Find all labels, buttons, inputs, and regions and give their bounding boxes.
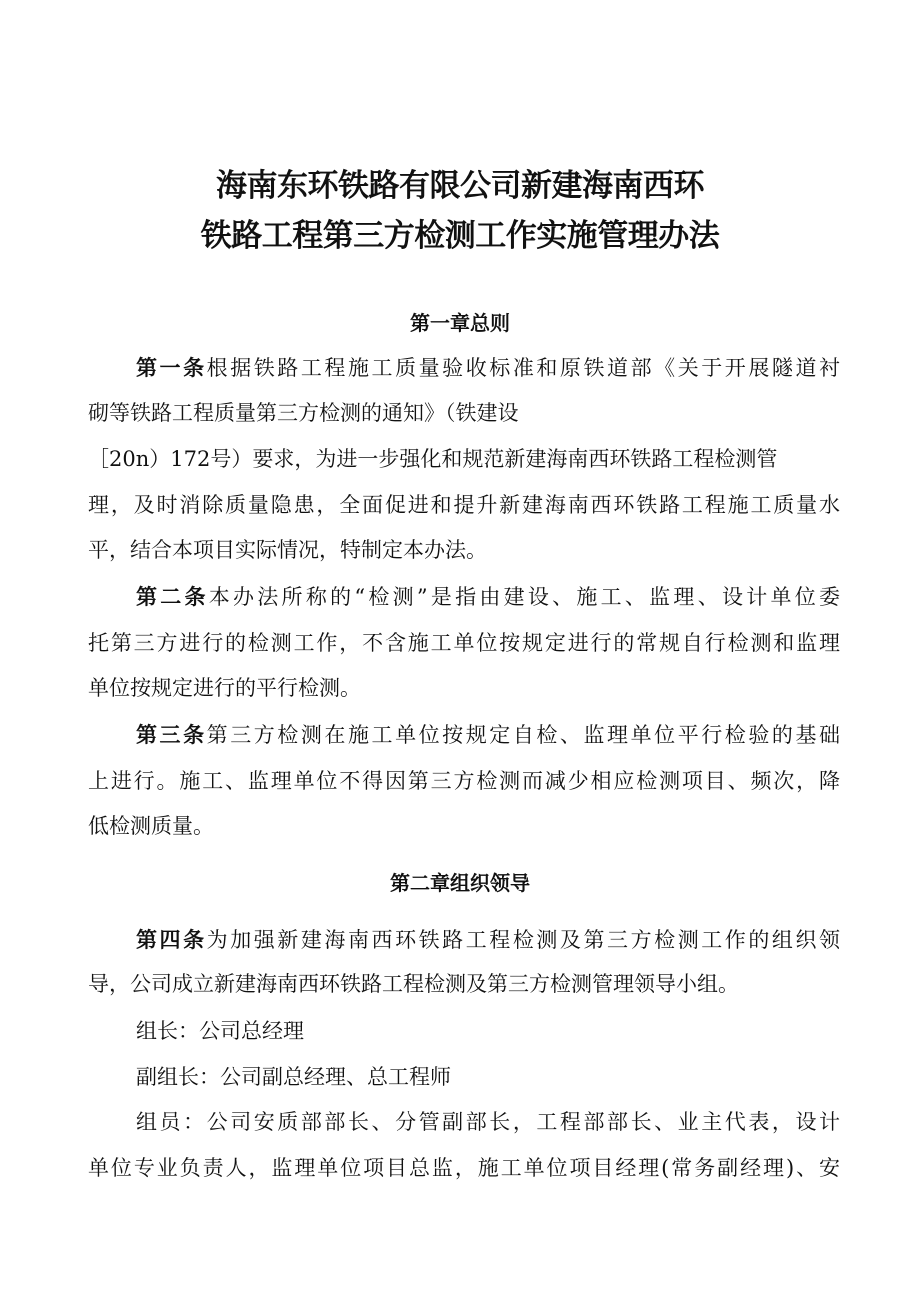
article-3-label: 第三条	[136, 722, 207, 747]
article-2-line-3: 单位按规定进行的平行检测。	[88, 676, 361, 700]
group-deputy-line: 副组长：公司副总经理、总工程师	[136, 1065, 451, 1089]
group-members-line-1: 组员：公司安质部部长、分管副部长，工程部部长、业主代表，设计	[136, 1110, 840, 1134]
article-3-line-1	[136, 720, 840, 750]
article-4-line-2: 导，公司成立新建海南西环铁路工程检测及第三方检测管理领导小组。	[88, 972, 739, 996]
article-1-line-4: 理，及时消除质量隐患，全面促进和提升新建海南西环铁路工程施工质量水	[88, 493, 840, 517]
article-4-label: 第四条	[136, 927, 207, 952]
document-title-line-1: 海南东环铁路有限公司新建海南西环	[216, 168, 704, 204]
article-1-line-5: 平，结合本项目实际情况，特制定本办法。	[88, 538, 487, 562]
document-title-line-2: 铁路工程第三方检测工作实施管理办法	[200, 218, 720, 254]
article-3-line-2: 上进行。施工、监理单位不得因第三方检测而减少相应检测项目、频次，降	[88, 769, 840, 793]
article-1-label: 第一条	[136, 355, 207, 380]
article-1-line-2: 砌等铁路工程质量第三方检测的通知》（铁建设	[88, 401, 519, 425]
article-3-line-3: 低检测质量。	[88, 814, 214, 838]
article-4-line-1	[136, 925, 840, 955]
chapter-1-heading: 第一章总则	[410, 311, 510, 335]
group-leader-line: 组长：公司总经理	[136, 1019, 304, 1043]
article-2-line-2: 托第三方进行的检测工作，不含施工单位按规定进行的常规自行检测和监理	[88, 631, 840, 655]
article-2-label: 第二条	[136, 584, 209, 609]
article-2-line-1	[136, 582, 840, 612]
article-3-text-1: 第三方检测在施工单位按规定自检、监理单位平行检验的基础	[206, 723, 840, 747]
chapter-2-heading: 第二章组织领导	[390, 871, 530, 895]
group-members-line-2: 单位专业负责人，监理单位项目总监，施工单位项目经理(常务副经理)、安	[88, 1156, 840, 1180]
article-1-text-1: 根据铁路工程施工质量验收标准和原铁道部《关于开展隧道衬	[206, 356, 840, 380]
article-4-text-1: 为加强新建海南西环铁路工程检测及第三方检测工作的组织领	[206, 928, 840, 952]
article-1-line-3: ［20n）172号）要求，为进一步强化和规范新建海南西环铁路工程检测管	[88, 447, 778, 471]
article-2-text-1: 本办法所称的“检测”是指由建设、施工、监理、设计单位委	[208, 585, 840, 609]
article-1-line-1	[136, 353, 840, 383]
